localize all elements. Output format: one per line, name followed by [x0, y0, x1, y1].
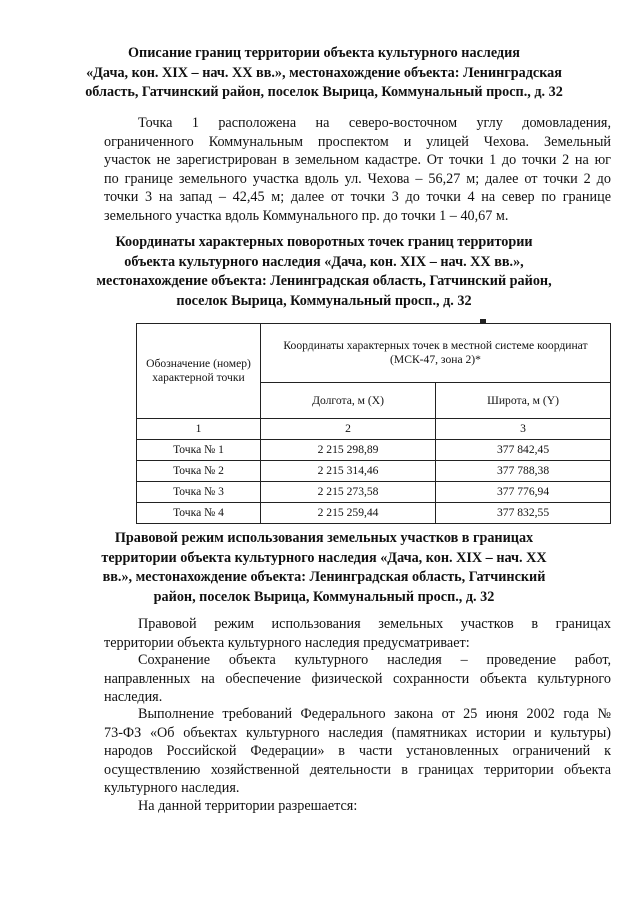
legal-regime-intro-paragraph [104, 615, 611, 652]
column-number: 2 [261, 419, 436, 440]
paragraph-line: народов Российской Федерации» в части установленных ограничений к [104, 743, 611, 759]
longitude-header: Долгота, м (X) [261, 383, 436, 419]
paragraph-line: Сохранение объекта культурного наследия – проведение работ, [138, 652, 611, 668]
paragraph-line: территории объекта культурного наследия предусматривает: [104, 634, 470, 651]
point-designation-header: Обозначение (номер) характерной точки [137, 324, 261, 419]
heading-line: Координаты характерных поворотных точек границ территории [115, 234, 533, 250]
paragraph-line: ограниченного Коммунальным проспектом и улицей Чехова. Земельный [104, 133, 611, 150]
point-name: Точка № 3 [137, 482, 261, 503]
boundary-description-heading [80, 44, 568, 103]
paragraph-line: по границе земельного участка вдоль ул. Чехова – 56,27 м; далее от точки 2 до [104, 170, 611, 187]
point-x: 2 215 298,89 [261, 440, 436, 461]
paragraph-line: Точка 1 расположена на северо-восточном углу домовладения, [138, 115, 611, 131]
table-row [137, 440, 611, 461]
paragraph-line: осуществлению хозяйственной деятельности в границах территории объекта [104, 761, 611, 778]
point-y: 377 788,38 [436, 461, 611, 482]
point-x: 2 215 259,44 [261, 503, 436, 524]
table-row [137, 482, 611, 503]
paragraph-line: участок не зарегистрирован в земельном кадастре. От точки 1 до точки 2 на юг [104, 152, 611, 168]
column-number: 3 [436, 419, 611, 440]
heading-line: территории объекта культурного наследия «Дача, кон. XIX – нач. XX [101, 549, 547, 566]
point-y: 377 842,45 [436, 440, 611, 461]
point-x: 2 215 314,46 [261, 461, 436, 482]
latitude-header: Широта, м (Y) [436, 383, 611, 419]
point-y: 377 776,94 [436, 482, 611, 503]
point-y: 377 832,55 [436, 503, 611, 524]
point-x: 2 215 273,58 [261, 482, 436, 503]
heading-line: местонахождение объекта: Ленинградская область, Гатчинский район, [96, 273, 552, 289]
point-name: Точка № 4 [137, 503, 261, 524]
heading-line: поселок Вырица, Коммунальный просп., д. 32 [176, 292, 472, 309]
table-row [137, 503, 611, 524]
coordinates-heading [80, 233, 568, 311]
heading-line: объекта культурного наследия «Дача, кон. XIX – нач. XX вв.», [124, 253, 524, 270]
boundary-description-paragraph [104, 114, 611, 225]
column-number: 1 [137, 419, 261, 440]
heading-line: Правовой режим использования земельных участков в границах [114, 530, 534, 546]
paragraph-line: культурного наследия. [104, 780, 240, 796]
paragraph-line: На данной территории разрешается: [138, 798, 358, 814]
heading-line: область, Гатчинский район, поселок Вырица, Коммунальный просп., д. 32 [85, 84, 563, 100]
paragraph-line: точки 3 на запад – 42,45 м; далее от точки 3 до точки 4 на север по границе [104, 189, 611, 205]
paragraph-line: Правовой режим использования земельных участков в границах [138, 616, 611, 632]
paragraph-line: Выполнение требований Федерального закона от 25 июня 2002 года № [138, 706, 611, 722]
heading-line: район, поселок Вырица, Коммунальный просп., д. 32 [153, 588, 495, 605]
coordinates-table [136, 323, 611, 524]
preservation-paragraph [104, 651, 611, 707]
heading-line: вв.», местонахождение объекта: Ленинградская область, Гатчинский [102, 569, 546, 585]
paragraph-line: наследия. [104, 689, 163, 705]
coordinates-system-header: Координаты характерных точек в местной системе координат (МСК-47, зона 2)* [261, 324, 611, 383]
permitted-activities-paragraph [104, 797, 611, 816]
heading-line: «Дача, кон. XIX – нач. XX вв.», местонахождение объекта: Ленинградская [86, 64, 562, 81]
heading-line: Описание границ территории объекта культурного наследия [128, 45, 520, 61]
table-row [137, 461, 611, 482]
paragraph-line: направленных на обеспечение физической сохранности объекта культурного [104, 670, 611, 687]
federal-law-paragraph [104, 705, 611, 798]
paragraph-line: 73-ФЗ «Об объектах культурного наследия (памятниках истории и культуры) [104, 724, 611, 741]
paragraph-line: земельного участка вдоль Коммунального пр. до точки 1 – 40,67 м. [104, 207, 509, 224]
legal-regime-heading [80, 529, 568, 607]
point-name: Точка № 2 [137, 461, 261, 482]
point-name: Точка № 1 [137, 440, 261, 461]
